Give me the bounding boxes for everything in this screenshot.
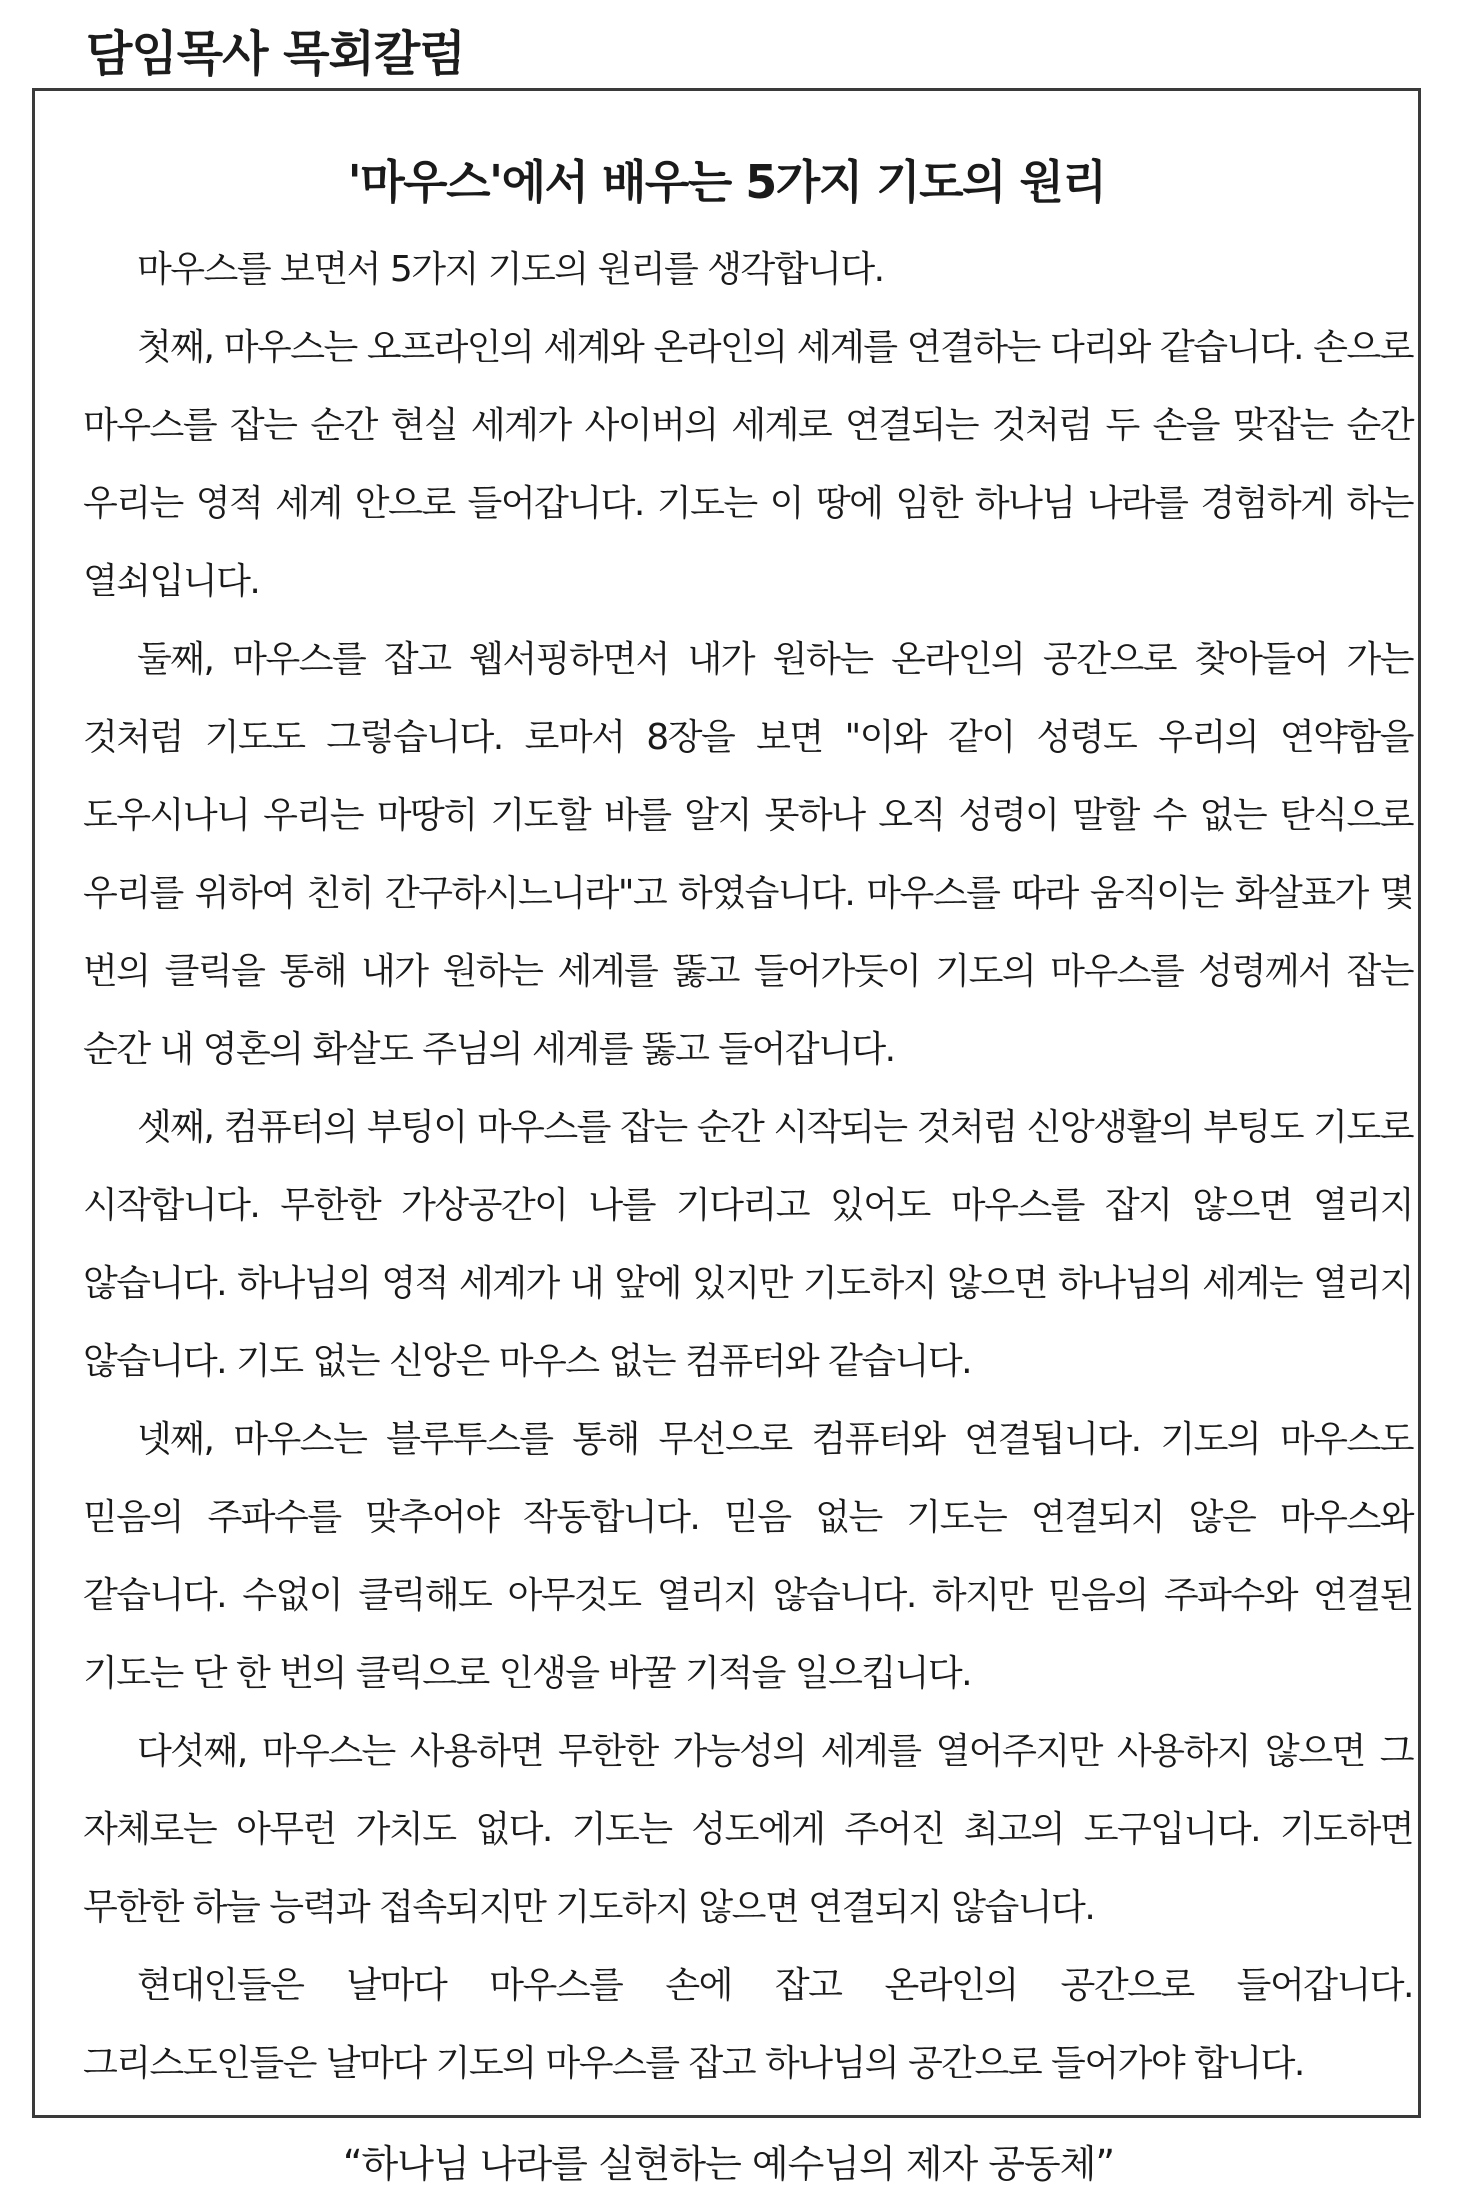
article-paragraph-second: 둘째, 마우스를 잡고 웹서핑하면서 내가 원하는 온라인의 공간으로 찾아들어 가는 것처럼 기도도 그렇습니다. 로마서 8장을 보면 "이와 같이 성령도 우리의 연약함을 도우시나니 우리는 마땅히 기도할 바를 알지 못하나 오직 성령이 말할 수 없는 탄식으로 우리를 위하여 친히 간구하시느니라"고 하였습니다. 마우스를 따라 움직이는 화살표가 몇 번의 클릭을 통해 내가 원하는 세계를 뚫고 들어가듯이 기도의 마우스를 성령께서 잡는 순간 내 영혼의 화살도 주님의 세계를 뚫고 들어갑니다. (83, 639, 1413, 1070)
article-paragraph-conclusion: 현대인들은 날마다 마우스를 손에 잡고 온라인의 공간으로 들어갑니다. 그리스도인들은 날마다 기도의 마우스를 잡고 하나님의 공간으로 들어가야 합니다. (83, 1965, 1413, 2084)
article-paragraph-fifth: 다섯째, 마우스는 사용하면 무한한 가능성의 세계를 열어주지만 사용하지 않으면 그 자체로는 아무런 가치도 없다. 기도는 성도에게 주어진 최고의 도구입니다. 기도하면 무한한 하늘 능력과 접속되지만 기도하지 않으면 연결되지 않습니다. (83, 1731, 1413, 1928)
article-title: '마우스'에서 배우는 5가지 기도의 원리 (347, 155, 1106, 209)
article-paragraph-first: 첫째, 마우스는 오프라인의 세계와 온라인의 세계를 연결하는 다리와 같습니다. 손으로 마우스를 잡는 순간 현실 세계가 사이버의 세계로 연결되는 것처럼 두 손을 맞잡는 순간 우리는 영적 세계 안으로 들어갑니다. 기도는 이 땅에 임한 하나님 나라를 경험하게 하는 열쇠입니다. (83, 327, 1413, 602)
article-frame (32, 88, 1421, 2118)
article-paragraph-fourth: 넷째, 마우스는 블루투스를 통해 무선으로 컴퓨터와 연결됩니다. 기도의 마우스도 믿음의 주파수를 맞추어야 작동합니다. 믿음 없는 기도는 연결되지 않은 마우스와 같습니다. 수없이 클릭해도 아무것도 열리지 않습니다. 하지만 믿음의 주파수와 연결된 기도는 단 한 번의 클릭으로 인생을 바꿀 기적을 일으킵니다. (83, 1419, 1413, 1694)
column-section-title: 담임목사 목회칼럼 (86, 26, 465, 82)
article-body (83, 231, 1413, 2103)
church-motto: “하나님 나라를 실현하는 예수님의 제자 공동체” (342, 2142, 1115, 2186)
article-paragraph-intro: 마우스를 보면서 5가지 기도의 원리를 생각합니다. (137, 249, 884, 290)
article-paragraph-third: 셋째, 컴퓨터의 부팅이 마우스를 잡는 순간 시작되는 것처럼 신앙생활의 부팅도 기도로 시작합니다. 무한한 가상공간이 나를 기다리고 있어도 마우스를 잡지 않으면 열리지 않습니다. 하나님의 영적 세계가 내 앞에 있지만 기도하지 않으면 하나님의 세계는 열리지 않습니다. 기도 없는 신앙은 마우스 없는 컴퓨터와 같습니다. (83, 1107, 1413, 1382)
